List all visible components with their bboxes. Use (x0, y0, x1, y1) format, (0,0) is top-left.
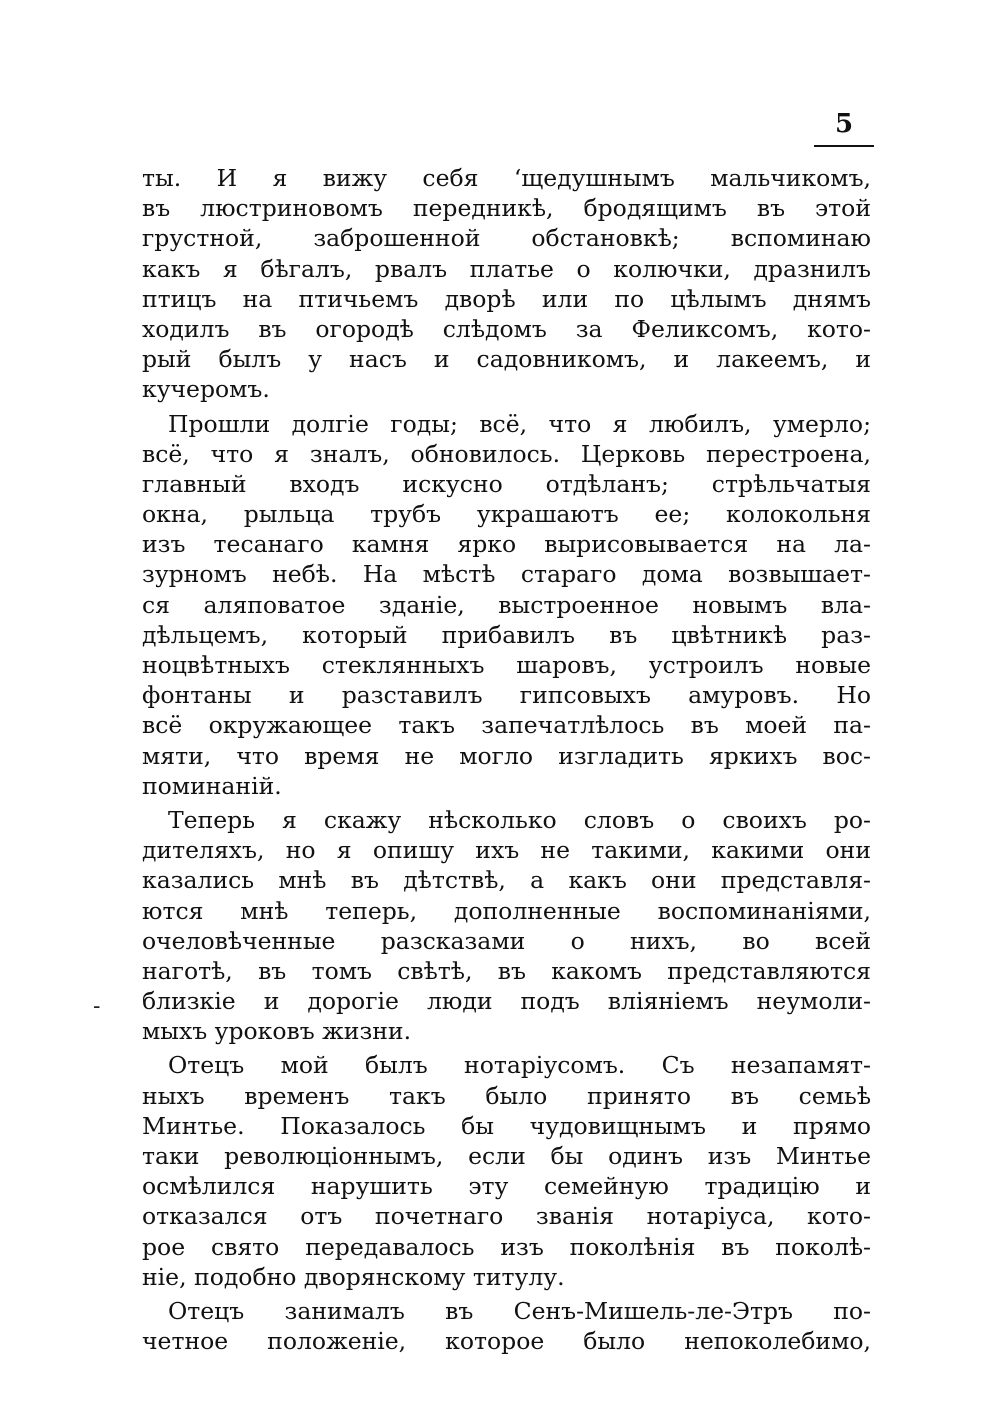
text-line: Отецъ занималъ въ Сенъ-Мишель-ле-Этръ по- (168, 1296, 871, 1325)
header-rule (814, 145, 874, 147)
text-line: дителяхъ, но я опишу ихъ не такими, какими они (142, 836, 871, 865)
text-line: осмѣлился нарушить эту семейную традицію и (142, 1172, 871, 1201)
text-line: изъ тесанаго камня ярко вырисовывается на ла- (142, 530, 871, 559)
text-line: мяти, что время не могло изгладить яркихъ вос- (142, 741, 871, 770)
text-line: грустной, заброшенной обстановкѣ; вспоминаю (142, 224, 871, 253)
text-line: кучеромъ. (142, 375, 270, 404)
paragraph-2 (142, 409, 871, 801)
text-line: таки революціоннымъ, если бы одинъ изъ Минтье (142, 1142, 871, 1170)
text-line: зурномъ небѣ. На мѣстѣ стараго дома возвышает- (142, 560, 871, 589)
text-line: четное положеніе, которое было непоколебимо, (142, 1327, 871, 1356)
text-line: ся аляповатое зданіе, выстроенное новымъ вла- (142, 590, 871, 619)
text-line: очеловѣченные разсказами о нихъ, во всей (142, 926, 871, 955)
paragraph-4 (142, 1050, 871, 1292)
text-line: Теперь я скажу нѣсколько словъ о своихъ ро- (168, 805, 871, 834)
text-line: главный входъ искусно отдѣланъ; стрѣльчатыя (142, 469, 871, 498)
paragraph-1 (142, 163, 871, 405)
text-line: ніе, подобно дворянскому титулу. (142, 1262, 565, 1291)
text-line: какъ я бѣгалъ, рвалъ платье о колючки, дразнилъ (142, 254, 871, 283)
body-text (142, 163, 871, 1356)
text-line: фонтаны и разставилъ гипсовыхъ амуровъ. Но (142, 681, 871, 710)
text-line: близкіе и дорогіе люди подъ вліяніемъ неумоли- (142, 987, 871, 1016)
text-line: рый былъ у насъ и садовникомъ, и лакеемъ, и (142, 345, 871, 374)
text-line: Прошли долгіе годы; всё, что я любилъ, умерло; (168, 409, 871, 438)
text-line: дѣльцемъ, который прибавилъ въ цвѣтникѣ раз- (142, 620, 871, 649)
text-line: птицъ на птичьемъ дворѣ или по цѣлымъ днямъ (142, 284, 871, 313)
text-line: ноцвѣтныхъ стеклянныхъ шаровъ, устроилъ новые (142, 651, 871, 679)
text-line: мыхъ уроковъ жизни. (142, 1017, 412, 1046)
text-line: наготѣ, въ томъ свѣтѣ, въ какомъ представляются (142, 956, 871, 985)
text-line: рое свято передавалось изъ поколѣнія въ поколѣ- (142, 1232, 871, 1261)
text-line: ходилъ въ огородѣ слѣдомъ за Феликсомъ, кото- (142, 314, 871, 343)
text-line: Минтье. Показалось бы чудовищнымъ и прямо (142, 1111, 871, 1140)
text-line: поминаній. (142, 771, 282, 800)
margin-mark: - (93, 994, 101, 1019)
text-line: отказался отъ почетнаго званія нотаріуса, кото- (142, 1202, 871, 1231)
text-line: Отецъ мой былъ нотаріусомъ. Съ незапамят- (168, 1051, 871, 1080)
text-line: ты. И я вижу себя ʻщедушнымъ мальчикомъ, (142, 164, 871, 192)
text-line: окна, рыльца трубъ украшаютъ ее; колокольня (142, 500, 871, 529)
paragraph-3 (142, 805, 871, 1047)
text-line: всё, что я зналъ, обновилось. Церковь перестроена, (142, 439, 871, 468)
text-line: всё окружающее такъ запечатлѣлось въ моей па- (142, 711, 871, 740)
text-line: ются мнѣ теперь, дополненные воспоминаніями, (142, 896, 871, 925)
text-line: казались мнѣ въ дѣтствѣ, а какъ они представля- (142, 866, 871, 895)
text-line: ныхъ временъ такъ было принято въ семьѣ (142, 1081, 871, 1110)
page-number: 5 (834, 109, 854, 139)
paragraph-5 (142, 1296, 871, 1356)
text-line: въ люстриновомъ передникѣ, бродящимъ въ этой (142, 194, 871, 223)
